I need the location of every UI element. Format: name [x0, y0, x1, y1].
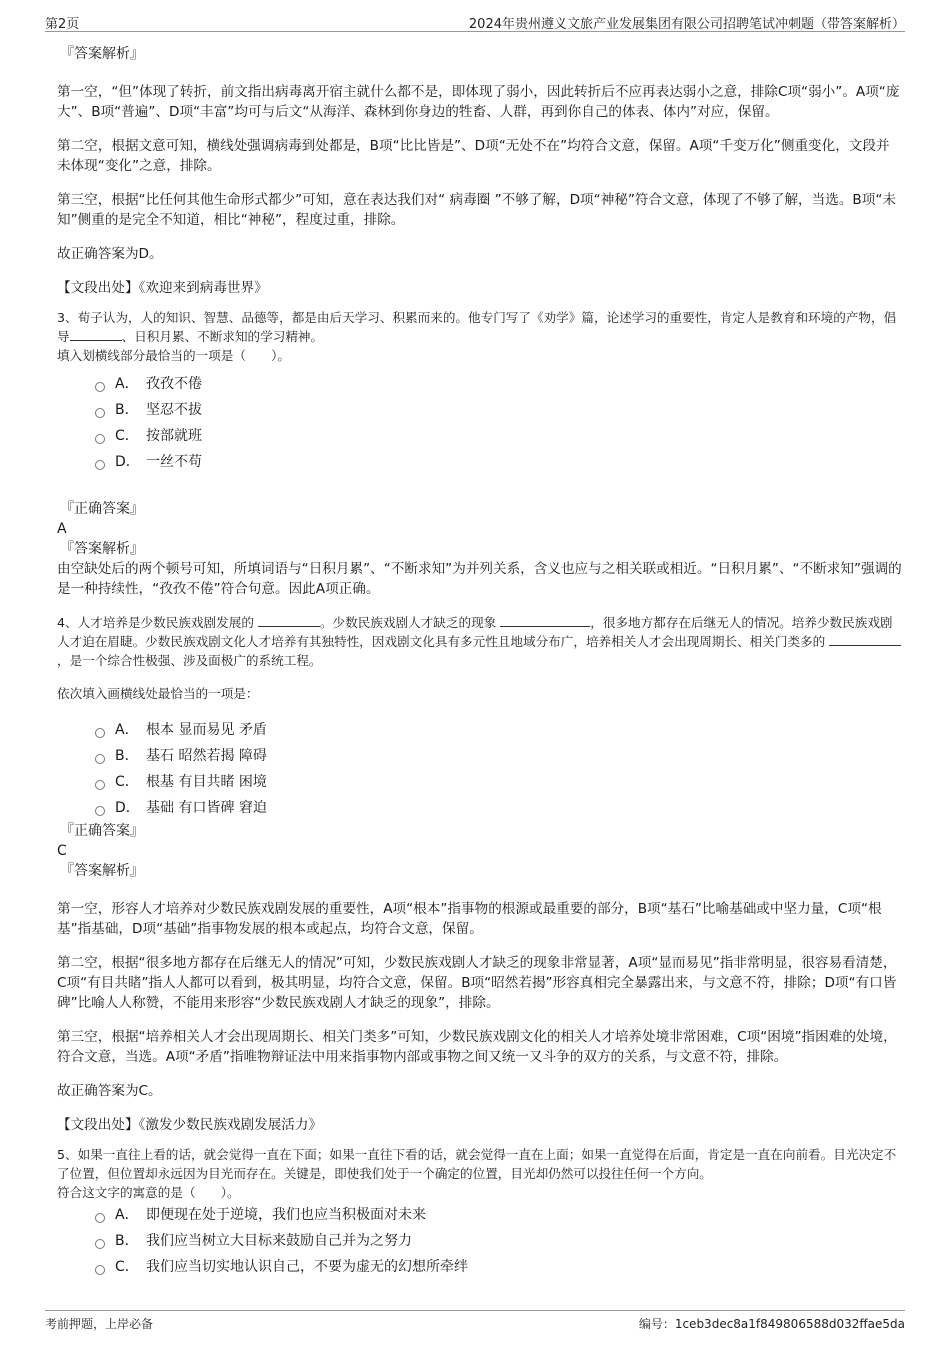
page-footer	[45, 1310, 905, 1334]
footer-slogan: 考前押题，上岸必备	[45, 1317, 154, 1331]
q3-blank	[70, 327, 122, 341]
q3-analysis-label: 『答案解析』	[60, 541, 144, 557]
q5-option-c[interactable]: C． 我们应当切实地认识自己，不要为虚无的幻想所牵绊	[95, 1254, 903, 1280]
radio-icon[interactable]	[95, 728, 105, 738]
radio-icon[interactable]	[95, 408, 105, 418]
q5-stem: 5、如果一直往上看的话，就会觉得一直在下面；如果一直往下看的话，就会觉得一直在上面；如果一直觉得在后面，肯定是一直在向前看。目光决定不了位置，但位置却永远因为目光而存在。关键是，即使我们处于一个确定的位置，目光却仍然可以投往任何一个方向。	[57, 1147, 897, 1181]
q4-option-c[interactable]: C． 根基 有目共睹 困境	[95, 769, 903, 795]
q4-answer-label: 『正确答案』	[60, 823, 144, 839]
q4-analysis-p2: 第二空，根据“很多地方都存在后继无人的情况”可知，少数民族戏剧人才缺乏的现象非常显著，A项“显而易见”指非常明显，很容易看清楚，C项“有目共睹”指人人都可以看到，极其明显，均符合文意，保留。B项“昭然若揭”形容真相完全暴露出来，与文意不符，排除；D项“有口皆碑”比喻人人称赞，不能用来形容“少数民族戏剧人才缺乏的现象”，排除。	[57, 955, 897, 1011]
q2-analysis-label: 『答案解析』	[60, 46, 144, 62]
q3-stem: 3、荀子认为，人的知识、智慧、品德等，都是由后天学习、积累而来的。他专门写了《劝学》篇，论述学习的重要性，肯定人是教育和环境的产物，倡导 、日积月累、不断求知的学习精神。	[57, 310, 897, 344]
q3-option-d[interactable]: D． 一丝不苟	[95, 449, 903, 475]
q5-options	[95, 1202, 903, 1280]
document-id: 编号：1ceb3dec8a1f849806588d032ffae5da	[638, 1317, 905, 1331]
q3-option-b[interactable]: B． 坚忍不拔	[95, 397, 903, 423]
q4-answer: C	[57, 843, 67, 859]
page-header	[45, 10, 905, 32]
q4-source: 【文段出处】《激发少数民族戏剧发展活力》	[57, 1117, 323, 1133]
page-number: 第2页	[45, 17, 80, 32]
q4-blank-1	[258, 613, 320, 627]
q4-option-b[interactable]: B． 基石 昭然若揭 障碍	[95, 743, 903, 769]
q3-options	[95, 371, 903, 475]
radio-icon[interactable]	[95, 1239, 105, 1249]
q2-analysis-p3: 第三空，根据“比任何其他生命形式都少”可知，意在表达我们对“ 病毒圈 ”不够了解，D项“神秘”符合文意，体现了不够了解，当选。B项“未知”侧重的是完全不知道，相比“神秘”，程度过重，排除。	[57, 192, 896, 228]
q3-prompt: 填入划横线部分最恰当的一项是（ ）。	[57, 348, 290, 363]
q4-stem: 4、人才培养是少数民族戏剧发展的 。少数民族戏剧人才缺乏的现象 ，很多地方都存在后继无人的情况。培养少数民族戏剧人才迫在眉睫。少数民族戏剧文化人才培养有其独特性，因戏剧文化具有多元性且地域分布广，培养相关人才会出现周期长、相关门类多的 ，是一个综合性极强、涉及面极广的系统工程。	[57, 613, 903, 670]
radio-icon[interactable]	[95, 754, 105, 764]
radio-icon[interactable]	[95, 460, 105, 470]
q5-option-a[interactable]: A． 即便现在处于逆境，我们也应当积极面对未来	[95, 1202, 903, 1228]
q2-conclusion: 故正确答案为D。	[57, 246, 163, 262]
q5-option-b[interactable]: B． 我们应当树立大目标来鼓励自己并为之努力	[95, 1228, 903, 1254]
q3-analysis: 由空缺处后的两个顿号可知，所填词语与“日积月累”、“不断求知”为并列关系，含义也应与之相关联或相近。“日积月累”、“不断求知”强调的是一种持续性，“孜孜不倦”符合句意。因此A项正确。	[57, 561, 902, 597]
q4-blank-3	[829, 632, 901, 646]
q2-source: 【文段出处】《欢迎来到病毒世界》	[57, 280, 268, 296]
radio-icon[interactable]	[95, 780, 105, 790]
q3-answer: A	[57, 521, 67, 537]
q4-prompt: 依次填入画横线处最恰当的一项是：	[57, 686, 259, 701]
radio-icon[interactable]	[95, 1213, 105, 1223]
q4-options	[95, 717, 903, 821]
radio-icon[interactable]	[95, 806, 105, 816]
q2-analysis-p1: 第一空，“但”体现了转折，前文指出病毒离开宿主就什么都不是，即体现了弱小，因此转折后不应再表达弱小之意，排除C项“弱小”。A项“庞大”、B项“普遍”、D项“丰富”均可与后文“从海洋、森林到你身边的牲畜、人群，再到你自己的体表、体内”对应，保留。	[57, 84, 900, 120]
q2-analysis-p2: 第二空，根据文意可知，横线处强调病毒到处都是，B项“比比皆是”、D项“无处不在”均符合文意，保留。A项“千变万化”侧重变化，文段并未体现“变化”之意，排除。	[57, 138, 890, 174]
q4-option-d[interactable]: D． 基础 有口皆碑 窘迫	[95, 795, 903, 821]
q5-prompt: 符合这文字的寓意的是（ ）。	[57, 1185, 240, 1200]
q4-blank-2	[500, 613, 590, 627]
q4-analysis-p3: 第三空，根据“培养相关人才会出现周期长、相关门类多”可知，少数民族戏剧文化的相关人才培养处境非常困难，C项“困境”指困难的处境，符合文意，当选。A项“矛盾”指唯物辩证法中用来指事物内部或事物之间又统一又斗争的双方的关系，与文意不符，排除。	[57, 1029, 897, 1065]
q4-conclusion: 故正确答案为C。	[57, 1083, 162, 1099]
q3-option-c[interactable]: C． 按部就班	[95, 423, 903, 449]
q3-answer-label: 『正确答案』	[60, 501, 144, 517]
q3-option-a[interactable]: A． 孜孜不倦	[95, 371, 903, 397]
radio-icon[interactable]	[95, 1265, 105, 1275]
document-body	[57, 44, 903, 1280]
q4-analysis-p1: 第一空，形容人才培养对少数民族戏剧发展的重要性，A项“根本”指事物的根源或最重要的部分，B项“基石”比喻基础或中坚力量，C项“根基”指基础，D项“基础”指事物发展的根本或起点，均符合文意，保留。	[57, 901, 882, 937]
radio-icon[interactable]	[95, 434, 105, 444]
q4-option-a[interactable]: A． 根本 显而易见 矛盾	[95, 717, 903, 743]
radio-icon[interactable]	[95, 382, 105, 392]
q4-analysis-label: 『答案解析』	[60, 863, 144, 879]
document-title: 2024年贵州遵义文旅产业发展集团有限公司招聘笔试冲刺题（带答案解析）	[468, 17, 905, 32]
